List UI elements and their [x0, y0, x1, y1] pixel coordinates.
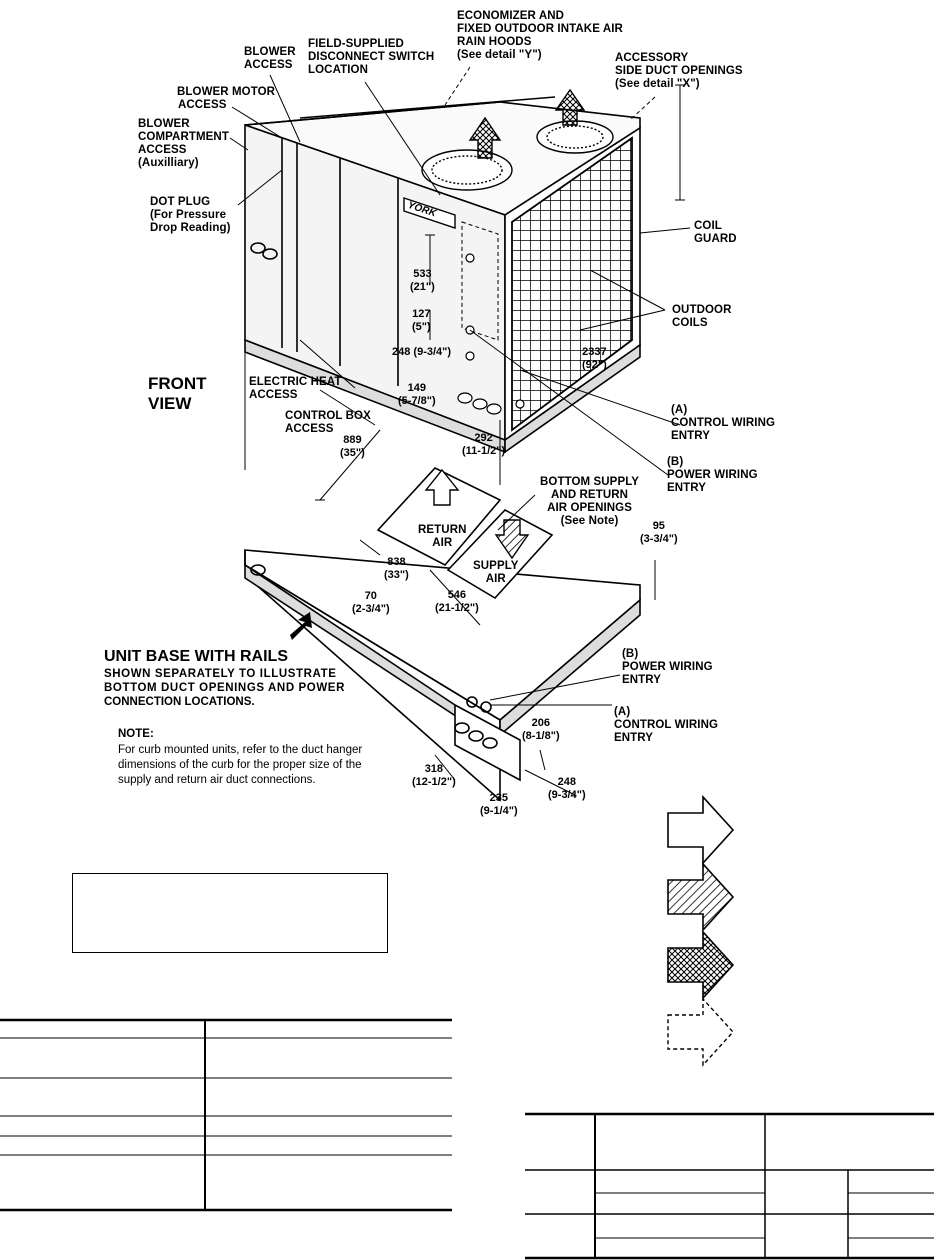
label-accessory-side: ACCESSORY SIDE DUCT OPENINGS (See detail "X")	[615, 52, 743, 90]
label-blower-compartment: BLOWER COMPARTMENT ACCESS (Auxilliary)	[138, 118, 229, 169]
base-pointer-arrow	[290, 612, 312, 640]
dim-546: 546 (21-1/2")	[435, 589, 479, 614]
label-front-view: FRONT VIEW	[148, 374, 207, 413]
note-title: NOTE:	[118, 728, 154, 740]
label-bottom-supply: BOTTOM SUPPLY AND RETURN AIR OPENINGS (See Note)	[540, 476, 640, 527]
dim-95: 95 (3-3/4")	[640, 520, 678, 545]
dim-149: 149 (5-7/8")	[398, 382, 436, 407]
label-economizer: ECONOMIZER AND FIXED OUTDOOR INTAKE AIR RAIN HOODS (See detail "Y")	[457, 10, 623, 61]
label-blower-motor: BLOWER MOTOR ACCESS	[177, 86, 276, 111]
legend-arrow-dashed	[668, 999, 733, 1065]
dim-127: 127 (5")	[412, 308, 431, 333]
empty-callout-box	[72, 873, 388, 953]
york-logo: YORK	[406, 199, 438, 220]
legend-arrow-crosshatched	[668, 932, 733, 998]
legend-arrow-hatched	[668, 864, 733, 930]
dim-206: 206 (8-1/8")	[522, 717, 560, 742]
note-text: For curb mounted units, refer to the duct hanger dimensions of the curb for the proper size of the supply and return air duct connections.	[118, 744, 363, 786]
dim-292: 292 (11-1/2")	[462, 432, 506, 457]
label-return-air: RETURN AIR	[418, 524, 467, 549]
dim-248b: 248 (9-3/4")	[548, 776, 586, 801]
label-power-wiring-b2: (B) POWER WIRING ENTRY	[622, 648, 713, 686]
label-supply-air: SUPPLY AIR	[473, 560, 519, 585]
dim-533: 533 (21")	[410, 268, 435, 293]
label-control-wiring-a: (A) CONTROL WIRING ENTRY	[671, 404, 776, 442]
right-table	[525, 1114, 934, 1258]
dim-70: 70 (2-3/4")	[352, 590, 390, 615]
label-field-disconnect: FIELD-SUPPLIED DISCONNECT SWITCH LOCATION	[308, 38, 435, 76]
unit-base-title: UNIT BASE WITH RAILS	[104, 648, 288, 665]
label-power-wiring-b: (B) POWER WIRING ENTRY	[667, 456, 758, 494]
dim-248a: 248 (9-3/4")	[392, 346, 452, 358]
label-coil-guard: COIL GUARD	[694, 220, 737, 245]
dim-838: 838 (33")	[384, 556, 409, 581]
label-outdoor-coils: OUTDOOR COILS	[672, 304, 732, 329]
label-blower-access: BLOWER ACCESS	[244, 46, 296, 71]
unit-base-description: SHOWN SEPARATELY TO ILLUSTRATE BOTTOM DUCT OPENINGS AND POWER CONNECTION LOCATIONS.	[104, 668, 345, 708]
legend-arrow-open	[668, 797, 733, 863]
left-table	[0, 1020, 452, 1210]
label-control-wiring-a2: (A) CONTROL WIRING ENTRY	[614, 706, 719, 744]
label-electric-heat: ELECTRIC HEAT ACCESS	[249, 376, 342, 401]
label-dot-plug: DOT PLUG (For Pressure Drop Reading)	[150, 196, 231, 234]
label-control-box: CONTROL BOX ACCESS	[285, 410, 371, 435]
dim-318: 318 (12-1/2")	[412, 763, 456, 788]
dim-2337: 2337 (92")	[582, 346, 607, 371]
dim-889: 889 (35")	[340, 434, 365, 459]
dim-235: 235 (9-1/4")	[480, 792, 518, 817]
